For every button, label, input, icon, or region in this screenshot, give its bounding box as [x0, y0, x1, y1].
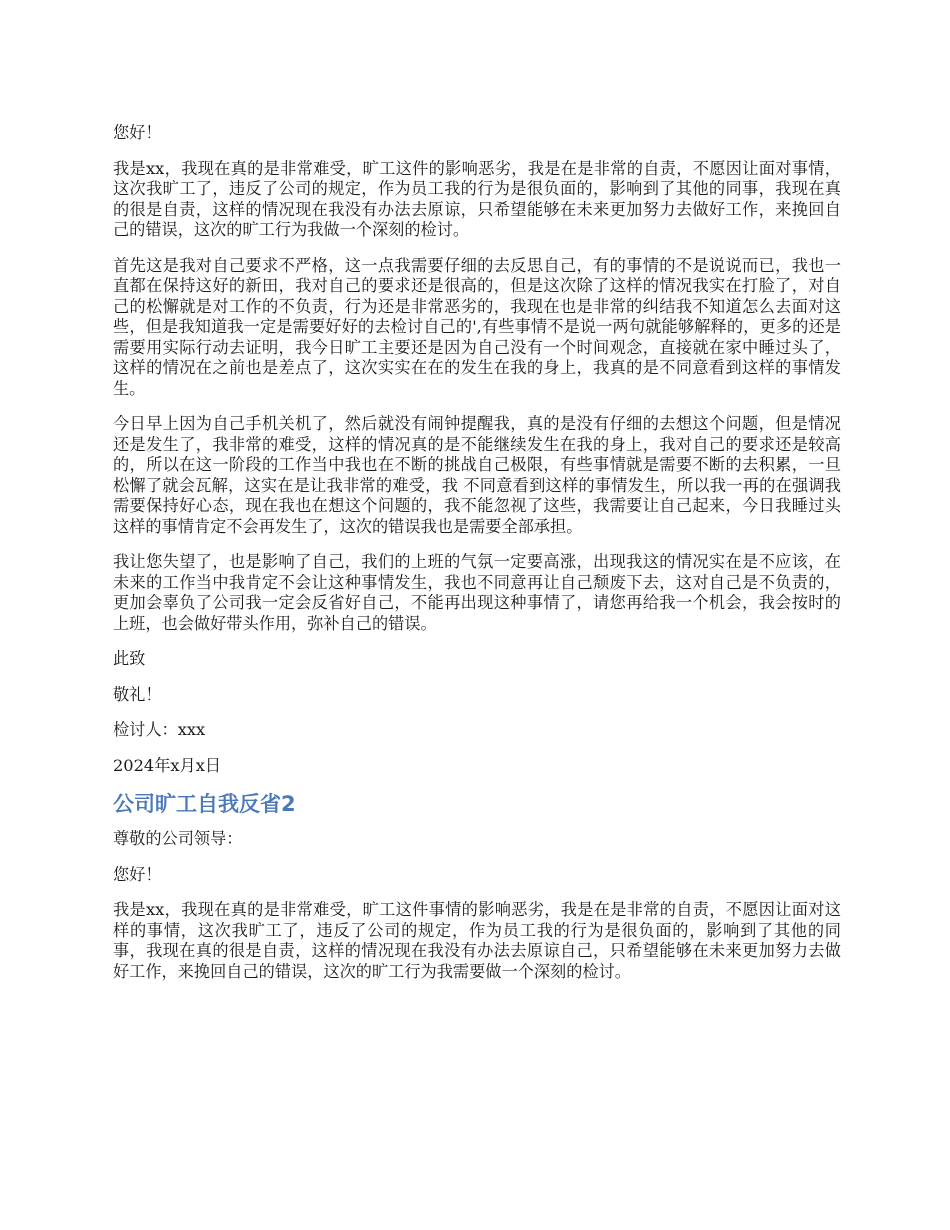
body-paragraph: 今日早上因为自己手机关机了，然后就没有闹钟提醒我，真的是没有仔细的去想这个问题，但是情况还是发生了，我非常的难受，这样的情况真的是不能继续发生在我的身上，我对自己的要求还是较高的，所以在这一阶段的工作当中我也在不断的挑战自己极限，有些事情就是需要不断的去积累，一旦松懈了就会瓦解，这实在是让我非常的难受，我 不同意看到这样的事情发生，所以我一再的在强调我需要保持好心态，现在我也在想这个问题的，我不能忽视了这些，我需要让自己起来，今日我睡过头这样的事情肯定不会再发生了，这次的错误我也是需要全部承担。 [113, 414, 841, 536]
greeting: 您好！ [113, 864, 162, 884]
body-paragraph: 我是xx，我现在真的是非常难受，旷工这件的影响恶劣，我是在是非常的自责，不愿因让面对事情，这次我旷工了，违反了公司的规定，作为员工我的行为是很负面的，影响到了其他的同事，我现在真的很是自责，这样的情况现在我没有办法去原谅，只希望能够在未来更加努力去做好工作，来挽回自己的错误，这次的旷工行为我做一个深刻的检讨。 [113, 158, 841, 239]
greeting: 您好！ [113, 123, 162, 142]
salutation: 尊敬的公司领导： [113, 829, 243, 848]
document-page [113, 123, 841, 997]
section-heading: 公司旷工自我反省2 [113, 792, 296, 816]
salute-line: 敬礼！ [113, 684, 162, 704]
signature-line: 检讨人：xxx [113, 720, 206, 739]
date-line: 2024年x月x日 [113, 755, 222, 775]
body-paragraph: 我是xx，我现在真的是非常难受，旷工这件事情的影响恶劣，我是在是非常的自责，不愿因让面对这样的事情，这次我旷工了，违反了公司的规定，作为员工我的行为是很负面的，影响到了其他的同事，我现在真的很是自责，这样的情况现在我没有办法去原谅自己，只希望能够在未来更加努力去做好工作，来挽回自己的错误，这次的旷工行为我需要做一个深刻的检讨。 [113, 900, 841, 981]
body-paragraph: 我让您失望了，也是影响了自己，我们的上班的气氛一定要高涨，出现我这的情况实在是不应该，在未来的工作当中我肯定不会让这种事情发生，我也不同意再让自己颓废下去，这对自己是不负责的，更加会辜负了公司我一定会反省好自己，不能再出现这种事情了，请您再给我一个机会，我会按时的上班，也会做好带头作用，弥补自己的错误。 [113, 552, 841, 633]
body-paragraph: 首先这是我对自己要求不严格，这一点我需要仔细的去反思自己，有的事情的不是说说而已，我也一直都在保持这好的新田，我对自己的要求还是很高的，但是这次除了这样的情况我实在打脸了，对自己的松懈就是对工作的不负责，行为还是非常恶劣的，我现在也是非常的纠结我不知道怎么去面对这些，但是我知道我一定是需要好好的去检讨自己的',有些事情不是说一两句就能够解释的，更多的还是需要用实际行动去证明，我今日旷工主要还是因为自己没有一个时间观念，直接就在家中睡过头了，这样的情况在之前也是差点了，这次实实在在的发生在我的身上，我真的是不同意看到这样的事情发生。 [113, 255, 841, 398]
closing-line: 此致 [113, 649, 146, 668]
